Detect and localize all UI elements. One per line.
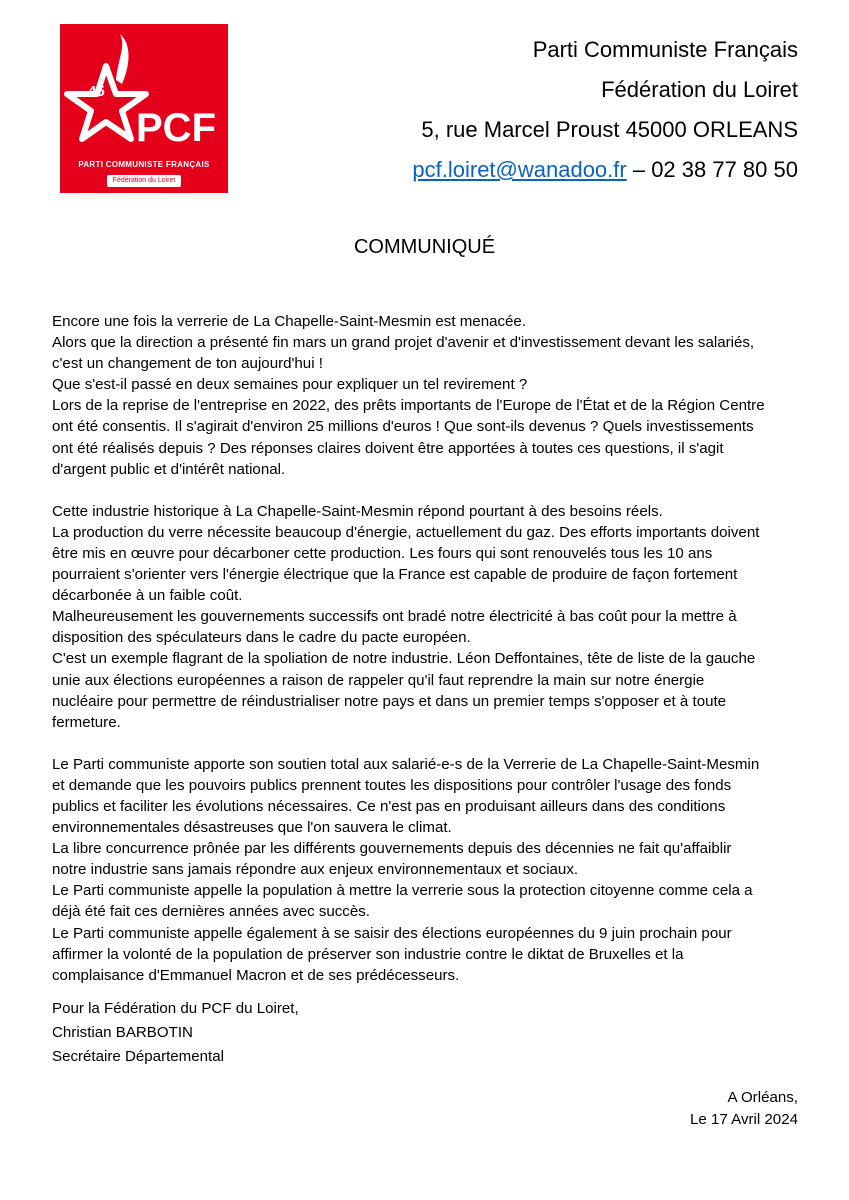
email-link[interactable]: pcf.loiret@wanadoo.fr [412,157,627,182]
text-line: Alors que la direction a présenté fin mars un grand projet d'avenir et d'investissement devant les salariés, [52,334,755,352]
text-line: être mis en œuvre pour décarboner cette production. Les fours qui sont renouvelés tous les 10 ans [52,544,713,562]
pcf-logo [60,24,228,193]
text-line: fermeture. [52,713,121,731]
paragraph-2 [52,501,802,733]
paragraph-3 [52,754,802,986]
text-line: c'est un changement de ton aujourd'hui ! [52,355,323,373]
text-line: Encore une fois la verrerie de La Chapelle-Saint-Mesmin est menacée. [52,313,527,330]
signatory-role: Secrétaire Départemental [52,1048,224,1065]
dateline-date: Le 17 Avril 2024 [690,1111,798,1128]
text-line: d'argent public et d'intérêt national. [52,460,286,478]
signature-line: Pour la Fédération du PCF du Loiret, [52,1000,299,1017]
logo-number: 45 [88,83,105,100]
phone-separator: – [626,157,652,182]
text-line: La libre concurrence prônée par les différents gouvernements depuis des décennies ne fait qu'affaiblir [52,840,732,858]
phone-number: 02 38 77 80 50 [651,157,798,182]
logo-acronym: PCF [136,106,216,150]
logo-federation: Fédération du Loiret [107,175,181,187]
text-line: unie aux élections européennes a raison de rappeler qu'il faut reprendre la main sur notre énergie [52,671,705,689]
text-line: publics et faciliter les évolutions nécessaires. Ce n'est pas en produisant ailleurs dans des conditions [52,797,726,815]
text-line: ont été consentis. Il s'agirait d'environ 25 millions d'euros ! Que sont-ils devenus ? Quels investissements [52,418,754,436]
document-title: COMMUNIQUÉ [353,236,496,258]
dateline-place: A Orléans, [727,1089,798,1106]
text-line: Le Parti communiste apporte son soutien total aux salarié-e-s de la Verrerie de La Chapelle-Saint-Mesmin [52,755,760,773]
text-line: ont été réalisés depuis ? Des réponses claires doivent être apportées à toutes ces questions, il s'agit [52,439,724,457]
text-line: notre industrie sans jamais répondre aux enjeux environnementaux et sociaux. [52,861,579,879]
text-line: Le Parti communiste appelle également à se saisir des élections européennes du 9 juin prochain pour [52,924,732,942]
text-line: La production du verre nécessite beaucoup d'énergie, actuellement du gaz. Des efforts importants doivent [52,523,760,541]
text-line: Cette industrie historique à La Chapelle-Saint-Mesmin répond pourtant à des besoins réels. [52,502,663,520]
text-line: Lors de la reprise de l'entreprise en 2022, des prêts importants de l'Europe de l'État et de la Région Centre [52,397,765,415]
text-line: disposition des spéculateurs dans le cadre du pacte européen. [52,629,471,647]
signature-block [52,997,299,1069]
text-line: Le Parti communiste appelle la population à mettre la verrerie sous la protection citoyenne comme cela a [52,882,753,900]
text-line: C'est un exemple flagrant de la spoliation de notre industrie. Léon Deffontaines, tête de liste de la gauche [52,650,756,668]
dateline [690,1087,798,1131]
text-line: complaisance d'Emmanuel Macron et de ses prédécesseurs. [52,966,460,984]
org-name: Parti Communiste Français [532,37,798,62]
document-body [52,311,802,1007]
text-line: Malheureusement les gouvernements successifs ont bradé notre électricité à bas coût pour la mettre à [52,608,737,626]
address: 5, rue Marcel Proust 45000 ORLEANS [421,117,798,142]
text-line: environnementales désastreuses que l'on sauvera le climat. [52,819,452,837]
contact-line [412,150,798,190]
text-line: affirmer la volonté de la population de préserver son industrie contre le diktat de Bruxelles et la [52,945,684,963]
logo-full-name: PARTI COMMUNISTE FRANÇAIS [78,160,210,169]
letterhead [412,30,798,190]
paragraph-1 [52,311,802,480]
text-line: nucléaire pour permettre de réindustrialiser notre pays et dans un premier temps s'opposer et à toute [52,692,727,710]
federation-name: Fédération du Loiret [601,77,798,102]
signatory-name: Christian BARBOTIN [52,1024,193,1041]
text-line: déjà été fait ces dernières années avec succès. [52,903,370,921]
text-line: Que s'est-il passé en deux semaines pour expliquer un tel revirement ? [52,376,528,394]
text-line: pourraient s'orienter vers l'énergie électrique que la France est capable de produire de façon fortement [52,566,738,584]
text-line: décarbonée à un faible coût. [52,587,243,605]
text-line: et demande que les pouvoirs publics prennent toutes les dispositions pour contrôler l'usage des fonds [52,776,732,794]
